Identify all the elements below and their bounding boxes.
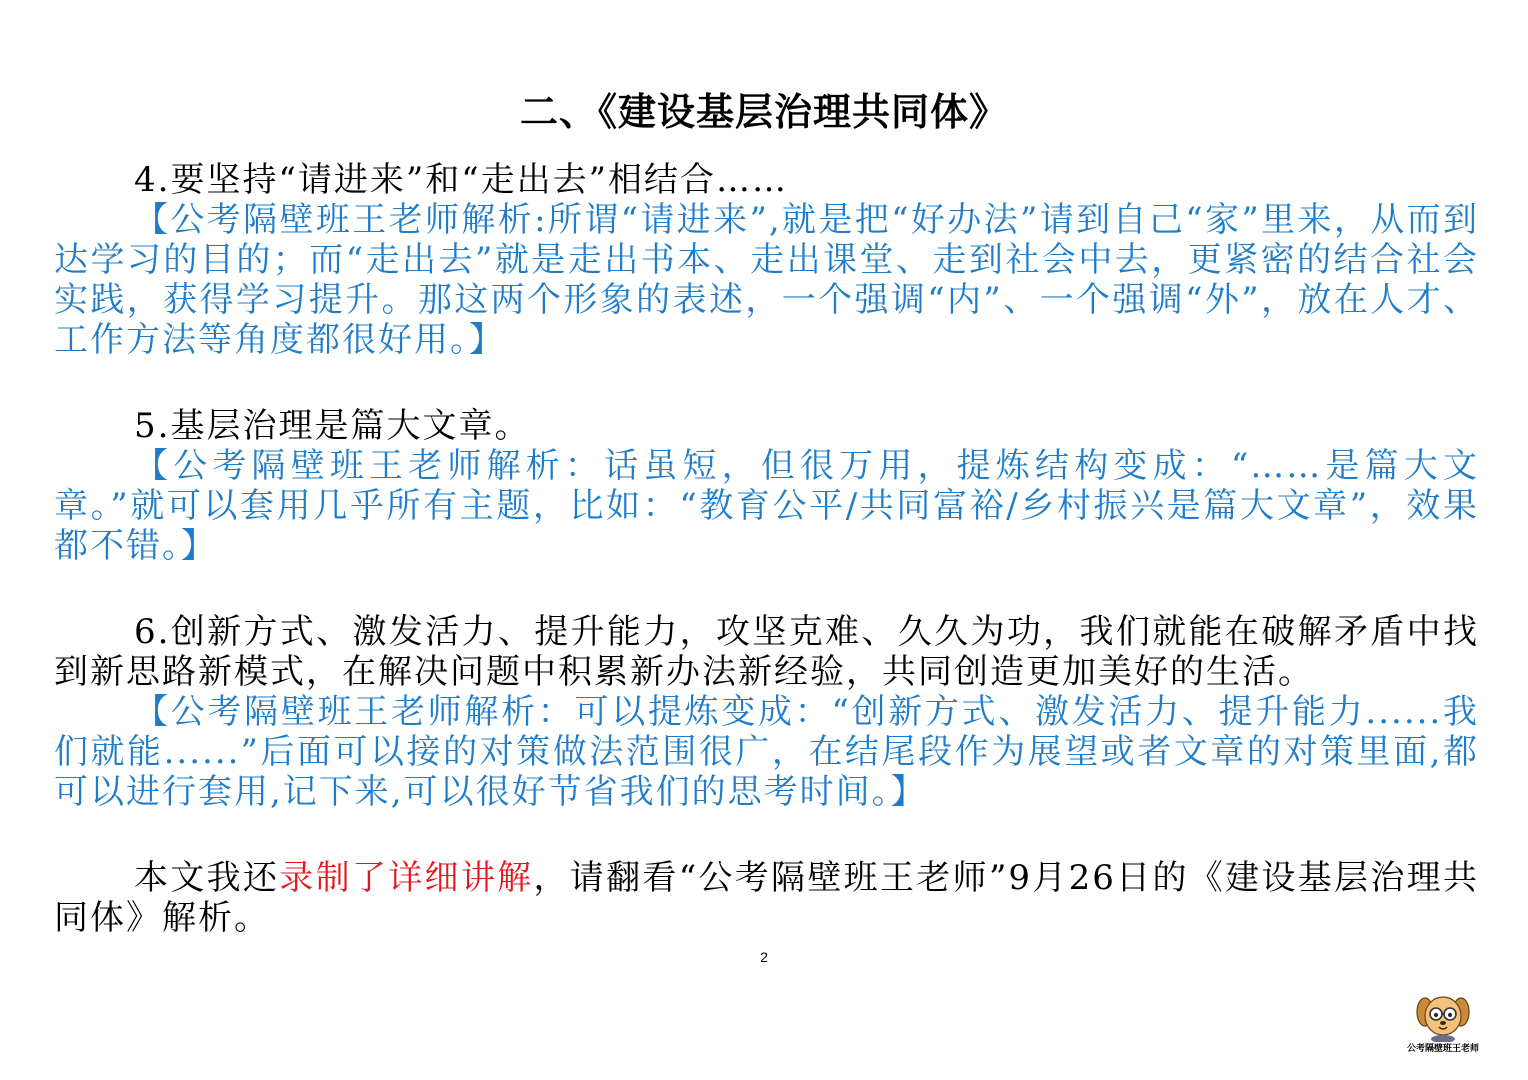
analysis-item-5: 【公考隔壁班王老师解析：话虽短，但很万用，提炼结构变成：“……是篇大文章。”就可以套用几乎所有主题，比如：“教育公平/共同富裕/乡村振兴是篇大文章”，效果都不错。】 [54, 446, 1479, 566]
paragraph-gap [54, 812, 1479, 858]
analysis-item-6: 【公考隔壁班王老师解析：可以提炼变成：“创新方式、激发活力、提升能力......我们就能......”后面可以接的对策做法范围很广，在结尾段作为展望或者文章的对策里面,都可以进行套用,记下来,可以很好节省我们的思考时间。】 [54, 692, 1479, 812]
footer-note-text: 本文我还 [134, 858, 280, 898]
dog-mascot-icon [1415, 990, 1471, 1042]
footer-note [54, 858, 1479, 938]
quote-item-4: 4.要坚持“请进来”和“走出去”相结合…… [134, 160, 788, 200]
paragraph-gap [54, 566, 1479, 612]
quote-item-5: 5.基层治理是篇大文章。 [134, 406, 531, 446]
logo-text: 公考隔壁班王老师 [1406, 1043, 1479, 1053]
quote-item-6: 6.创新方式、激发活力、提升能力，攻坚克难、久久为功，我们就能在破解矛盾中找到新思路新模式，在解决问题中积累新办法新经验，共同创造更加美好的生活。 [54, 612, 1479, 692]
analysis-item-4: 【公考隔壁班王老师解析:所谓“请进来”,就是把“好办法”请到自己“家”里来，从而到达学习的目的；而“走出去”就是走出书本、走出课堂、走到社会中去，更紧密的结合社会实践，获得学习提升。那这两个形象的表述，一个强调“内”、一个强调“外”，放在人才、工作方法等角度都很好用。】 [54, 200, 1479, 360]
paragraph-gap [54, 360, 1479, 406]
footer-note-highlight: 录制了详细讲解 [279, 858, 534, 898]
page-number: 2 [760, 949, 768, 965]
brand-logo [1398, 990, 1488, 1060]
footer-note-text-end: ，请翻看“公考隔壁班王老师”9月26日的《建设基层治理共同体》解析。 [54, 858, 1479, 938]
document-body [54, 160, 1479, 938]
page-title: 二、《建设基层治理共同体》 [519, 89, 1008, 134]
